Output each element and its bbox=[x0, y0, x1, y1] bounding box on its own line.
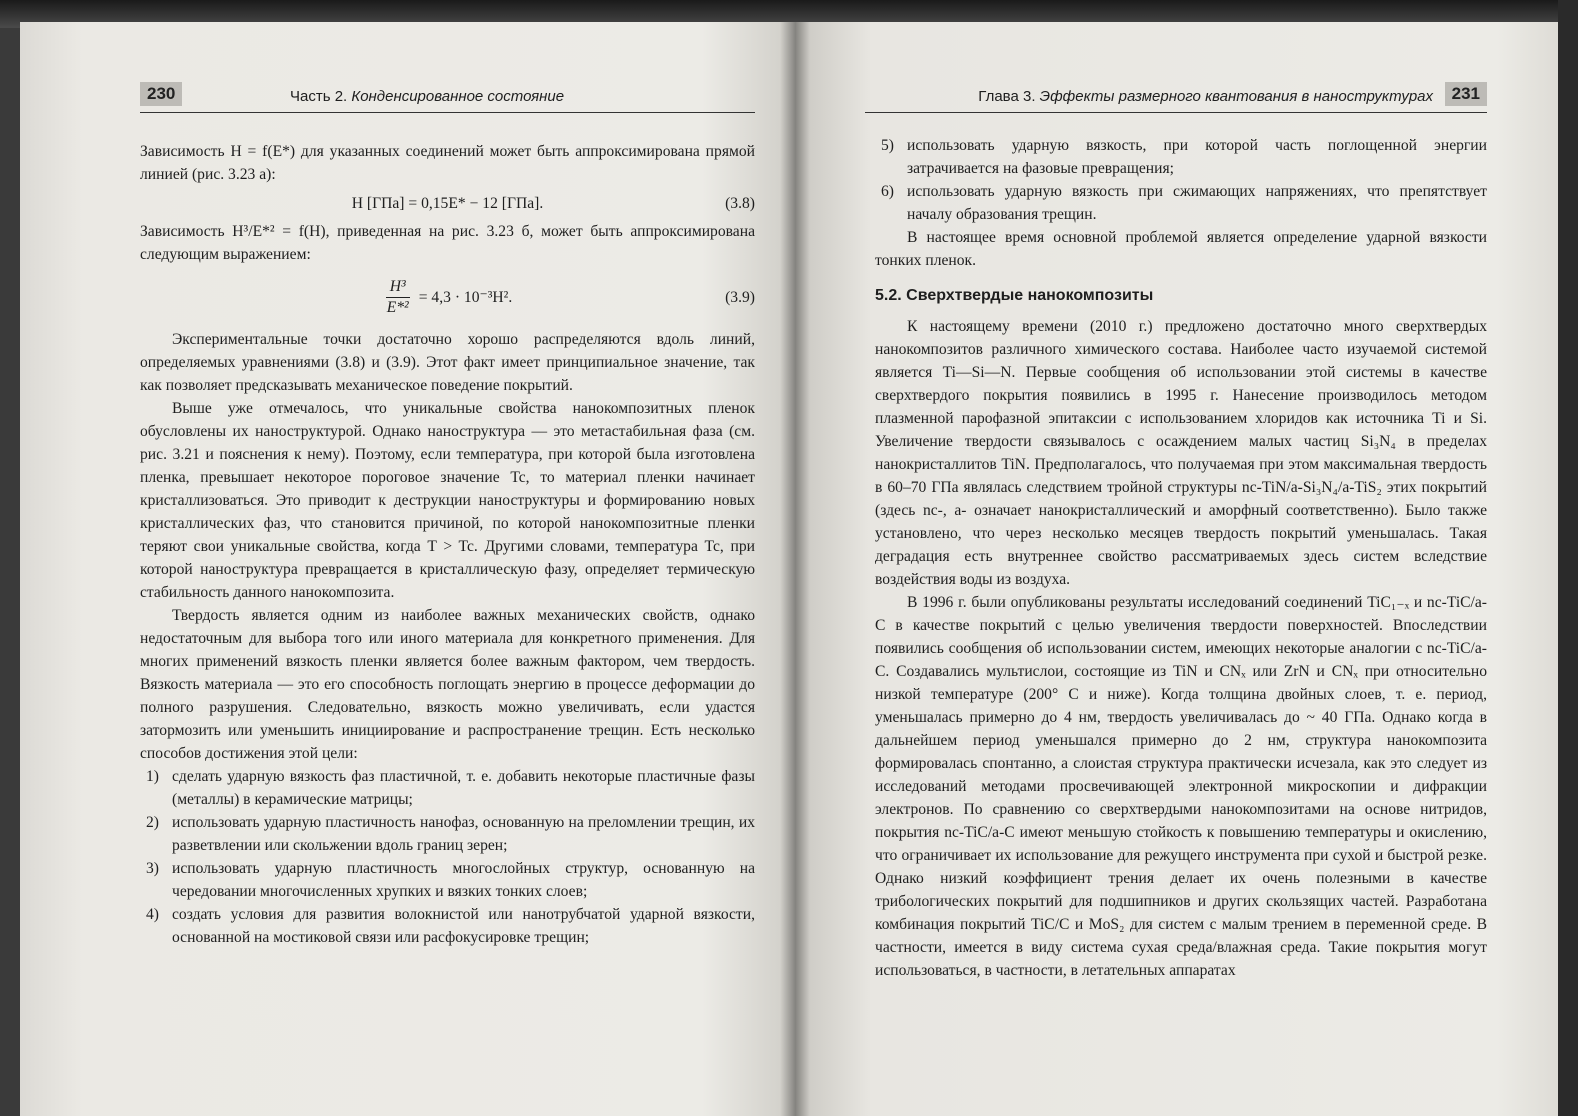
left-page-number: 230 bbox=[140, 82, 182, 106]
list-item bbox=[140, 811, 755, 857]
fraction-denominator: E*² bbox=[386, 298, 409, 316]
right-running-head-title: Эффекты размерного квантования в наноструктурах bbox=[1039, 88, 1433, 105]
equation-number: (3.8) bbox=[725, 194, 755, 212]
list-item-text: использовать ударную вязкость при сжимающих напряжениях, что препятствует началу образования трещин. bbox=[907, 183, 1487, 223]
list-item-text: использовать ударную вязкость, при которой часть поглощенной энергии затрачивается на фазовые превращения; bbox=[907, 137, 1487, 177]
equation-3-9 bbox=[140, 268, 755, 326]
paragraph: В настоящее время основной проблемой является определение ударной вязкости тонких пленок. bbox=[875, 229, 1487, 269]
list-item bbox=[140, 903, 755, 949]
list-item-number: 1) bbox=[146, 768, 159, 785]
right-body bbox=[875, 134, 1487, 982]
book-gutter-shadow bbox=[780, 22, 810, 1116]
list-item bbox=[875, 180, 1487, 226]
left-running-head-part: Часть 2. bbox=[290, 88, 348, 105]
list-item-number: 5) bbox=[881, 137, 894, 154]
paragraph: Выше уже отмечалось, что уникальные свойства нанокомпозитных пленок обусловлены их наноструктурой. Однако наноструктура — это метастабильная фаза (см. рис. 3.21 и пояснения к нему). Поэтому, если температура, при которой была изготовлена пленка, превышает некоторое пороговое значение Tc, то материал пленки начинает кристаллизоваться. Это приводит к деструкции наноструктуры и формированию новых кристаллических фаз, что становится причиной, по которой нанокомпозитные пленки теряют свои уникальные свойства, когда T > Tc. Другими словами, температура Tc, при которой наноструктура превращается в кристаллическую фазу, определяет термическую стабильность данного нанокомпозита. bbox=[140, 400, 755, 601]
paragraph: Твердость является одним из наиболее важных механических свойств, однако недостаточным для выбора того или иного материала для конкретного применения. Для многих применений вязкость пленки является более важным фактором, чем твердость. Вязкость материала — это его способность поглощать энергию в процессе деформации до полного разрушения. Следовательно, вязкость можно увеличивать, если удастся затормозить или уменьшить инициирование и распространение трещин. Есть несколько способов достижения этой цели: bbox=[140, 607, 755, 762]
paragraph: Зависимость H³/E*² = f(H), приведенная на рис. 3.23 б, может быть аппроксимирована следующим выражением: bbox=[140, 223, 755, 263]
right-running-head bbox=[865, 84, 1487, 113]
list-item-text: использовать ударную пластичность многослойных структур, основанную на чередовании многочисленных хрупких и вязких тонких слоев; bbox=[172, 860, 755, 900]
list-item bbox=[140, 765, 755, 811]
toughness-methods-list-continued bbox=[875, 134, 1487, 226]
list-item-number: 3) bbox=[146, 860, 159, 877]
toughness-methods-list bbox=[140, 765, 755, 949]
right-running-head-chapter: Глава 3. bbox=[978, 88, 1036, 105]
left-running-head bbox=[140, 84, 755, 113]
list-item-number: 4) bbox=[146, 906, 159, 923]
left-running-head-text bbox=[290, 88, 564, 105]
list-item-number: 6) bbox=[881, 183, 894, 200]
list-item bbox=[875, 134, 1487, 180]
list-item bbox=[140, 857, 755, 903]
equation-3-8 bbox=[140, 188, 755, 218]
fraction bbox=[383, 277, 413, 318]
scan-border-right bbox=[1558, 0, 1578, 1116]
fraction-numerator: H³ bbox=[386, 277, 410, 298]
right-page-number: 231 bbox=[1445, 82, 1487, 106]
paragraph: К настоящему времени (2010 г.) предложено достаточно много сверхтвердых нанокомпозитов различного химического состава. Наиболее часто изучаемой системой является Ti—Si—N. Первые сообщения об использовании этой системы в качестве сверхтвердого покрытия появились в 1995 г. Нанесение производилось методом плазменной парофазной эпитаксии с использованием хлоридов как источника Ti и Si. Увеличение твердости связывалось с осаждением малых частиц Si₃N₄ в пределах нанокристаллитов TiN. Предполагалось, что получаемая при этом максимальная твердость в 60–70 ГПа являлась следствием тройной структуры nc-TiN/a-Si₃N₄/a-TiS₂ этих покрытий (здесь nc-, a- означает нанокристаллический и аморфный соответственно). Было также установлено, что через несколько месяцев твердость покрытий уменьшалась. Такая деградация есть внутреннее свойство рассматриваемых здесь систем вследствие воздействия воды из воздуха. bbox=[875, 318, 1487, 588]
list-item-text: создать условия для развития волокнистой или нанотрубчатой ударной вязкости, основанной на мостиковой связи или расфокусировке трещин; bbox=[172, 906, 755, 946]
equation-rhs: = 4,3 · 10⁻³H². bbox=[418, 288, 513, 306]
list-item-text: использовать ударную пластичность нанофаз, основанную на преломлении трещин, их разветвлении или скольжении вдоль границ зерен; bbox=[172, 814, 755, 854]
equation-number: (3.9) bbox=[725, 288, 755, 306]
left-page bbox=[20, 22, 795, 1116]
section-heading: 5.2. Сверхтвердые нанокомпозиты bbox=[875, 287, 1154, 304]
equation-text: H [ГПа] = 0,15E* − 12 [ГПа]. bbox=[351, 194, 544, 212]
paragraph: Экспериментальные точки достаточно хорошо распределяются вдоль линий, определяемых уравнениями (3.8) и (3.9). Этот факт имеет принципиальное значение, так как позволяет предсказывать механическое поведение покрытий. bbox=[140, 331, 755, 394]
left-running-head-title: Конденсированное состояние bbox=[351, 88, 565, 105]
list-item-text: сделать ударную вязкость фаз пластичной, т. е. добавить некоторые пластичные фазы (металлы) в керамические матрицы; bbox=[172, 768, 755, 808]
paragraph: Зависимость H = f(E*) для указанных соединений может быть аппроксимирована прямой линией (рис. 3.23 а): bbox=[140, 143, 755, 183]
list-item-number: 2) bbox=[146, 814, 159, 831]
right-running-head-text bbox=[978, 88, 1433, 105]
left-body bbox=[140, 140, 755, 949]
paragraph: В 1996 г. были опубликованы результаты исследований соединений TiC₁₋ₓ и nc-TiC/a-C в качестве покрытий с целью увеличения твердости поверхностей. Впоследствии появились сообщения об использовании систем, имеющих некоторые аналогии с nc-TiC/a-C. Создавались мультислои, состоящие из TiN и CNₓ или ZrN и CNₓ при относительно низкой температуре (200° C и ниже). Когда толщина двойных слоев, т. е. период, уменьшалась примерно до 4 нм, твердость увеличивалась до ~ 40 ГПа. Однако когда в дальнейшем период уменьшался примерно до 2 нм, структура нанокомпозита формировалась спонтанно, а слоистая структура практически исчезала, как это следует из исследований методами просвечивающей электронной микроскопии и дифракции электронов. По сравнению со сверхтвердыми нанокомпозитами на основе нитридов, покрытия nc-TiC/a-C имеют меньшую стойкость к повышению температуры и окислению, что ограничивает их использование для режущего инструмента при сухой и быстрой резке. Однако низкий коэффициент трения делает их очень полезными в качестве трибологических покрытий для подшипников и других скользящих частей. Разработана комбинация покрытий TiC/C и MoS₂ для систем с малым трением в переменной среде. В частности, имеется в виду система сухая среда/влажная среда. Такие покрытия могут использоваться, в частности, в летательных аппаратах bbox=[875, 594, 1487, 979]
right-page bbox=[795, 22, 1558, 1116]
